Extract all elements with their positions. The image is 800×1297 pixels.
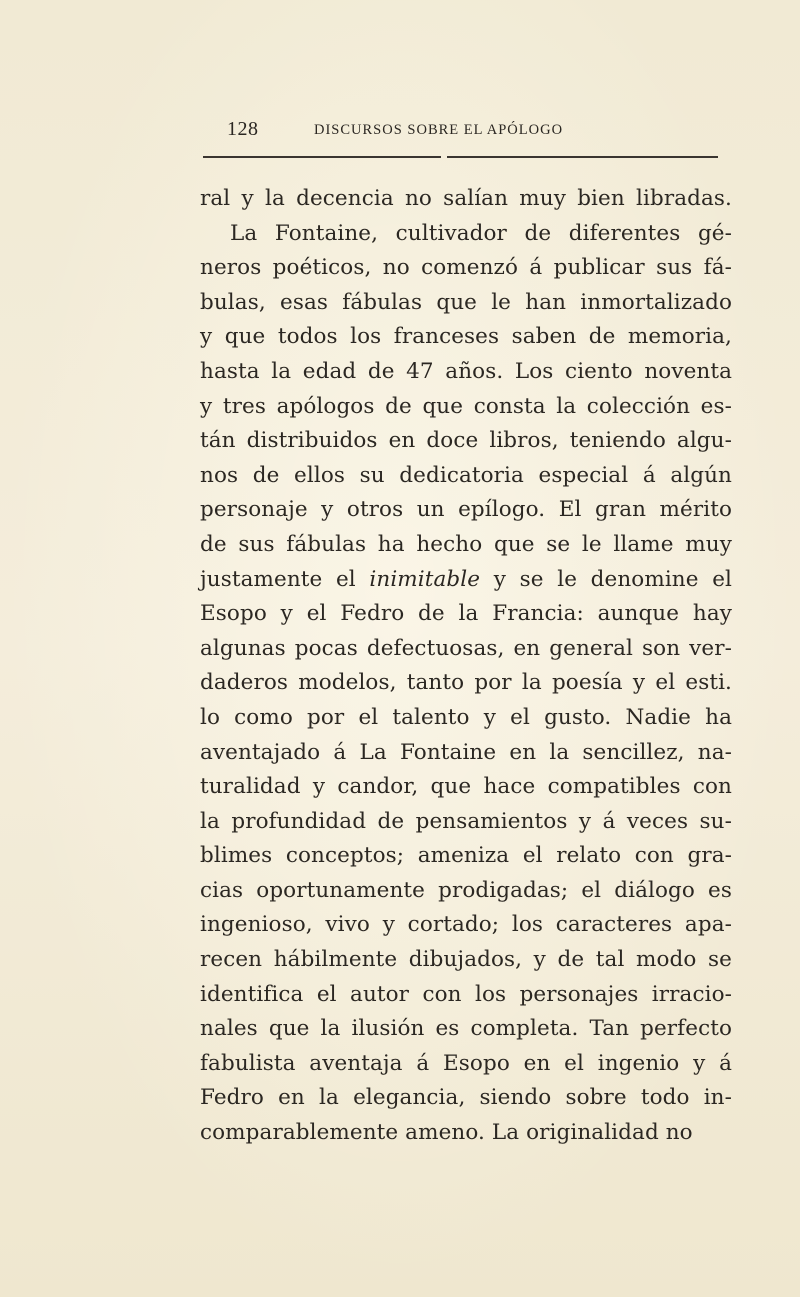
text-line: daderos modelos, tanto por la poesía y el esti.: [200, 670, 732, 696]
text-line: comparablemente ameno. La originalidad no: [200, 1120, 693, 1146]
text-line: nales que la ilusión es completa. Tan perfecto: [200, 1016, 732, 1042]
text-line: algunas pocas defectuosas, en general son ver-: [200, 635, 732, 661]
text-line: tán distribuidos en doce libros, teniendo algu-: [200, 428, 732, 454]
text-line: personaje y otros un epílogo. El gran mérito: [200, 497, 732, 523]
text-line: la profundidad de pensamientos y á veces su-: [200, 808, 732, 834]
italic-word: inimitable: [369, 566, 481, 592]
header-rule-left: [203, 156, 441, 158]
text-line: blimes conceptos; ameniza el relato con gra-: [200, 843, 732, 869]
text-segment: justamente el: [200, 566, 356, 592]
text-line: La Fontaine, cultivador de diferentes gé-: [230, 220, 732, 246]
text-line: neros poéticos, no comenzó á publicar sus fá-: [200, 255, 732, 281]
text-line: aventajado á La Fontaine en la sencillez, na-: [200, 739, 732, 765]
text-line: ral y la decencia no salían muy bien libradas.: [200, 186, 732, 211]
text-line: Esopo y el Fedro de la Francia: aunque hay: [200, 601, 732, 627]
text-line: fabulista aventaja á Esopo en el ingenio y á: [200, 1050, 732, 1076]
text-line: y que todos los franceses saben de memoria,: [200, 324, 732, 350]
running-title: DISCURSOS SOBRE EL APÓLOGO: [314, 122, 564, 138]
text-segment: y se le denomine el: [493, 566, 732, 592]
text-line: ingenioso, vivo y cortado; los caracteres apa-: [200, 912, 732, 938]
text-line: turalidad y candor, que hace compatibles con: [200, 774, 732, 800]
text-line: hasta la edad de 47 años. Los ciento noventa: [200, 358, 732, 384]
text-line-with-italic: [200, 563, 732, 598]
page-header: [0, 118, 800, 142]
header-rule-right: [447, 156, 718, 158]
text-line: de sus fábulas ha hecho que se le llame muy: [200, 531, 732, 557]
text-line: bulas, esas fábulas que le han inmortalizado: [200, 289, 732, 315]
text-line: Fedro en la elegancia, siendo sobre todo in-: [200, 1085, 732, 1111]
page-number: 128: [227, 118, 259, 140]
text-line: lo como por el talento y el gusto. Nadie ha: [200, 704, 732, 730]
text-line: recen hábilmente dibujados, y de tal modo se: [200, 947, 732, 973]
text-line: cias oportunamente prodigadas; el diálogo es: [200, 877, 732, 903]
text-line: y tres apólogos de que consta la colección es-: [200, 393, 732, 419]
text-line: nos de ellos su dedicatoria especial á algún: [200, 462, 732, 488]
body-text: [200, 182, 732, 1151]
text-line: identifica el autor con los personajes irracio-: [200, 981, 732, 1007]
